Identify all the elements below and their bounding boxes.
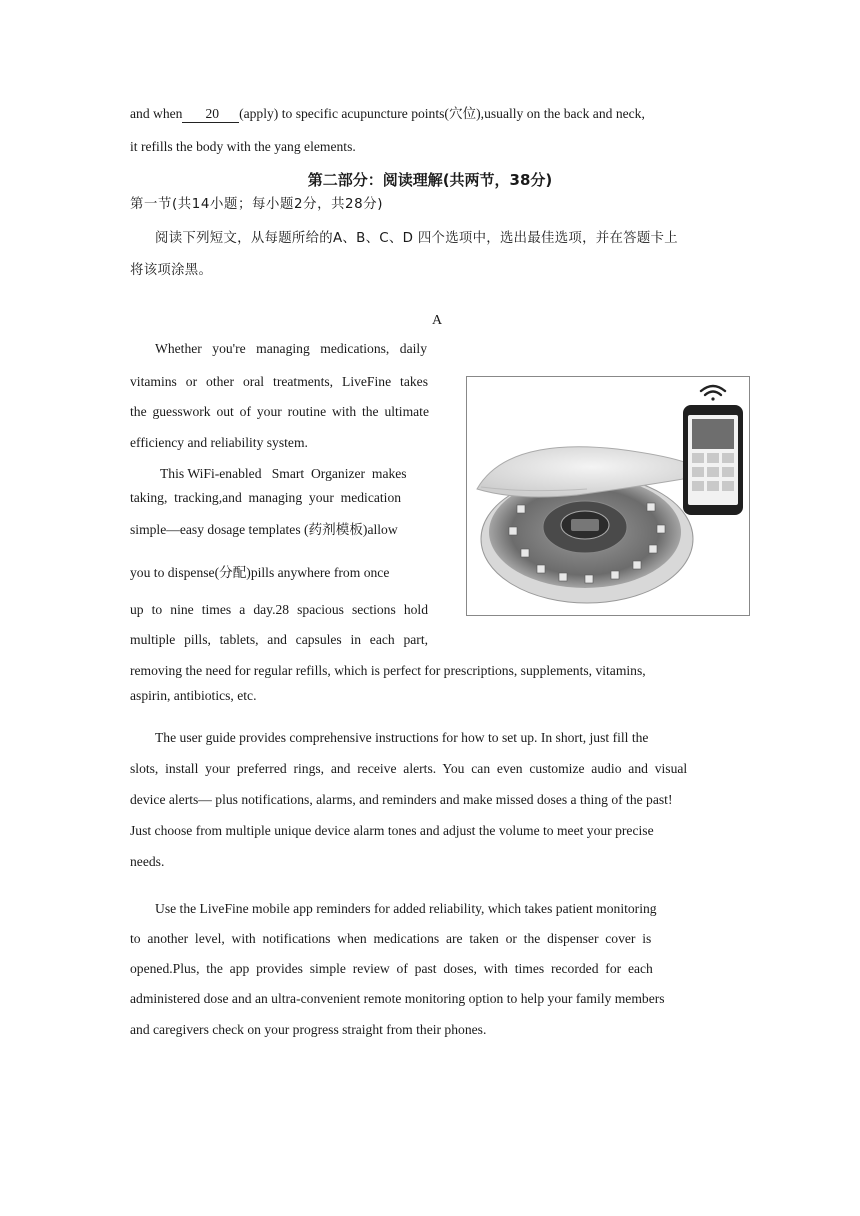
p3-line-3: device alerts— plus notifications, alarms, and reminders and make missed doses a thing of the past! xyxy=(130,792,673,807)
p4-line-4: administered dose and an ultra-convenient remote monitoring option to help your family members xyxy=(130,991,665,1006)
p2-line-5: up to nine times a day.28 spacious sections hold xyxy=(130,602,428,617)
p2-line-6: multiple pills, tablets, and capsules in each part, xyxy=(130,632,428,647)
product-figure xyxy=(466,376,750,616)
p1-line-4: efficiency and reliability system. xyxy=(130,435,308,450)
p2-line-8: aspirin, antibiotics, etc. xyxy=(130,688,257,703)
part-heading: 第二部分：阅读理解(共两节，38分) xyxy=(307,171,553,189)
cloze-line-2: it refills the body with the yang elements. xyxy=(130,139,356,154)
cloze-blank-number: 20 xyxy=(205,106,220,121)
p2-line-7: removing the need for regular refills, which is perfect for prescriptions, supplements, vitamins, xyxy=(130,663,646,678)
cloze-text-after: (apply) to specific acupuncture points(穴位),usually on the back and neck, xyxy=(239,106,645,121)
cloze-text-before: and when xyxy=(130,106,183,121)
cloze-blank xyxy=(182,106,239,123)
section-title: 第一节(共14小题；每小题2分，共28分) xyxy=(130,197,384,212)
p2-line-2: taking, tracking,and managing your medication xyxy=(130,490,402,505)
smartphone-icon xyxy=(683,405,743,515)
p4-line-3: opened.Plus, the app provides simple review of past doses, with times recorded for each xyxy=(130,961,653,976)
p3-line-5: needs. xyxy=(130,854,165,869)
pill-organizer-icon xyxy=(467,377,749,615)
p1-line-1: Whether you're managing medications, daily xyxy=(155,341,427,356)
instruction-line-1: 阅读下列短文，从每题所给的A、B、C、D 四个选项中，选出最佳选项，并在答题卡上 xyxy=(155,231,678,246)
passage-letter: A xyxy=(431,313,443,328)
p3-line-1: The user guide provides comprehensive instructions for how to set up. In short, just fill the xyxy=(155,730,649,745)
p1-line-3: the guesswork out of your routine with the ultimate xyxy=(130,404,429,419)
p2-line-3: simple—easy dosage templates (药剂模板)allow xyxy=(130,522,398,537)
cloze-line-1 xyxy=(130,105,645,123)
wifi-icon xyxy=(701,386,725,401)
p3-line-4: Just choose from multiple unique device alarm tones and adjust the volume to meet your precise xyxy=(130,823,654,838)
p1-line-2: vitamins or other oral treatments, LiveFine takes xyxy=(130,374,428,389)
p2-line-1: This WiFi-enabled Smart Organizer makes xyxy=(160,466,407,481)
instruction-line-2: 将该项涂黑。 xyxy=(130,263,213,278)
p3-line-2: slots, install your preferred rings, and receive alerts. You can even customize audio and visual xyxy=(130,761,688,776)
p4-line-1: Use the LiveFine mobile app reminders for added reliability, which takes patient monitoring xyxy=(155,901,657,916)
p4-line-2: to another level, with notifications when medications are taken or the dispenser cover is xyxy=(130,931,652,946)
p4-line-5: and caregivers check on your progress straight from their phones. xyxy=(130,1022,487,1037)
p2-line-4: you to dispense(分配)pills anywhere from once xyxy=(130,565,390,580)
